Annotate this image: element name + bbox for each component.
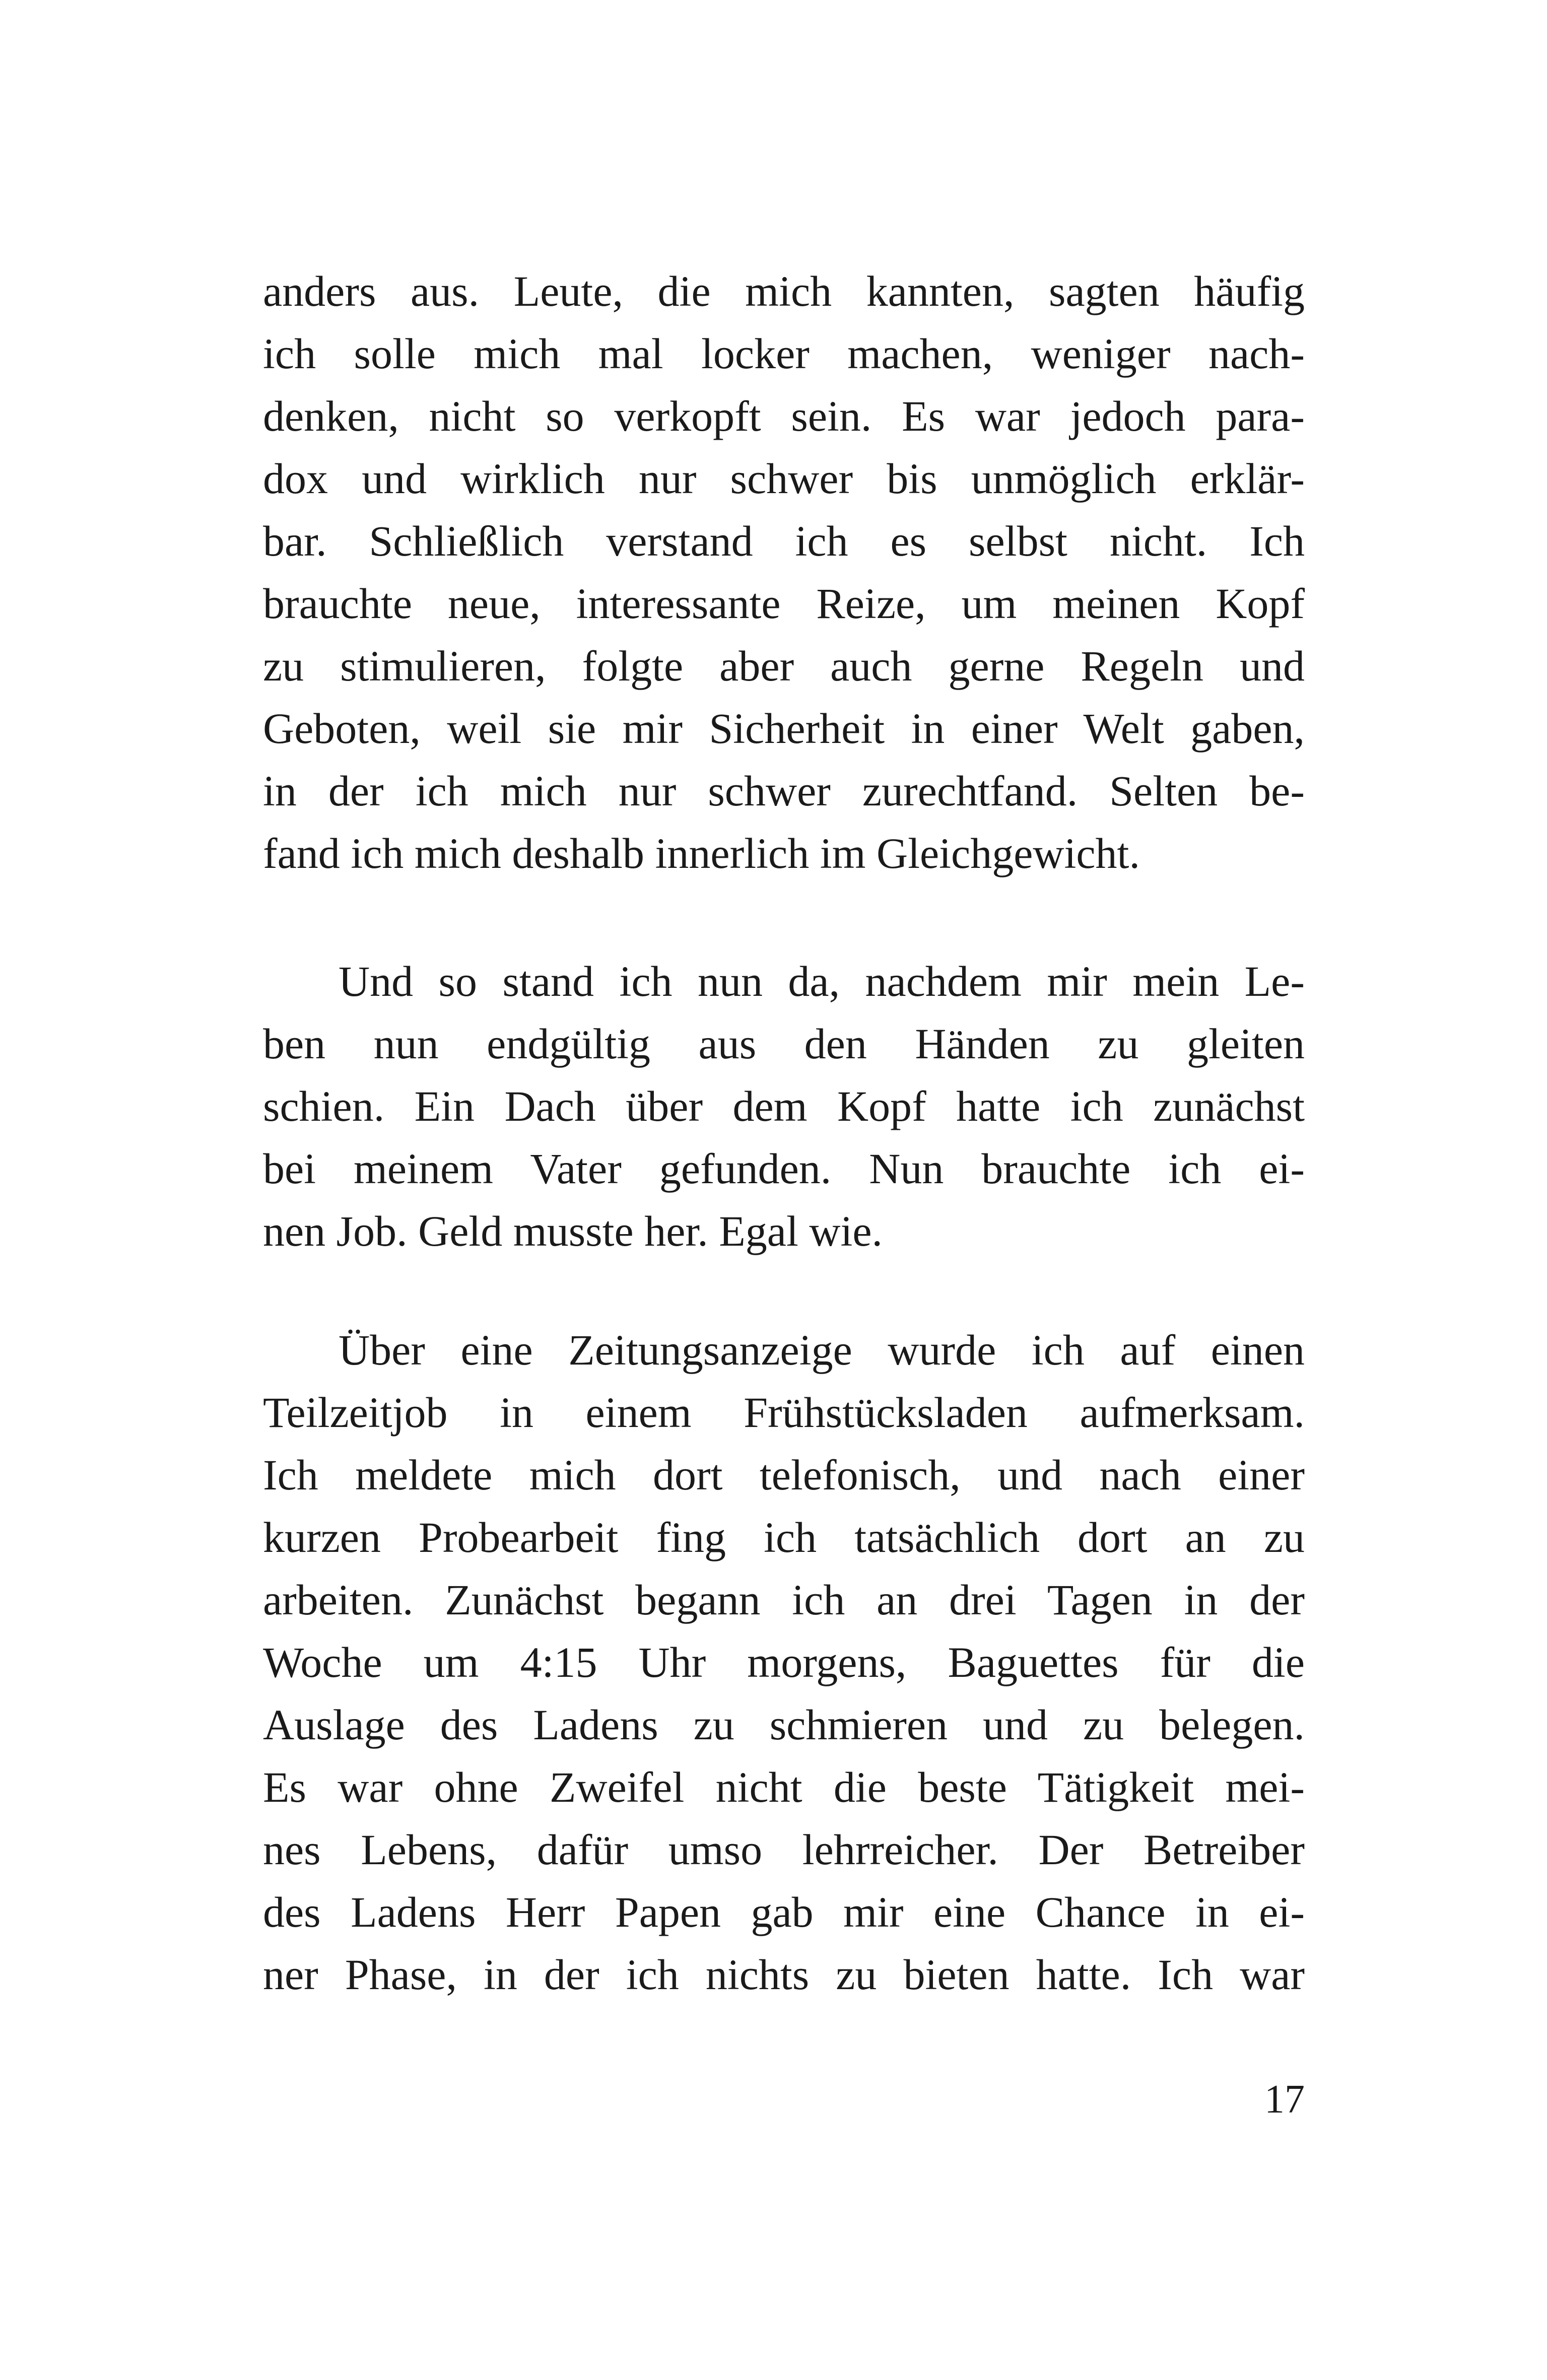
paragraph-2 [263, 950, 1305, 1262]
paragraph-3 [263, 1319, 1305, 2006]
text-line: Und so stand ich nun da, nachdem mir mein Le- [339, 957, 1305, 1005]
text-line: Auslage des Ladens zu schmieren und zu belegen. [263, 1701, 1305, 1749]
text-line: ner Phase, in der ich nichts zu bieten hatte. Ich war [263, 1950, 1305, 1999]
text-line: in der ich mich nur schwer zurechtfand. Selten be- [263, 767, 1305, 815]
text-line: Teilzeitjob in einem Frühstücksladen aufmerksam. [263, 1388, 1305, 1437]
page-number: 17 [1264, 2077, 1305, 2122]
text-line: nen Job. Geld musste her. Egal wie. [263, 1207, 883, 1255]
text-line: des Ladens Herr Papen gab mir eine Chance in ei- [263, 1888, 1305, 1936]
text-line: bei meinem Vater gefunden. Nun brauchte ich ei- [263, 1144, 1305, 1193]
text-line: bar. Schließlich verstand ich es selbst nicht. Ich [263, 517, 1305, 565]
text-line: brauchte neue, interessante Reize, um meinen Kopf [263, 579, 1305, 628]
text-line: fand ich mich deshalb innerlich im Gleichgewicht. [263, 829, 1140, 877]
text-line: arbeiten. Zunächst begann ich an drei Tagen in der [263, 1576, 1305, 1624]
text-line: Geboten, weil sie mir Sicherheit in einer Welt gaben, [263, 704, 1305, 753]
text-line: zu stimulieren, folgte aber auch gerne Regeln und [263, 642, 1305, 690]
text-line: schien. Ein Dach über dem Kopf hatte ich zunächst [263, 1082, 1305, 1130]
text-line: Es war ohne Zweifel nicht die beste Tätigkeit mei- [263, 1763, 1305, 1811]
text-line: nes Lebens, dafür umso lehrreicher. Der Betreiber [263, 1825, 1305, 1874]
text-line: ben nun endgültig aus den Händen zu gleiten [263, 1019, 1305, 1068]
text-line: ich solle mich mal locker machen, weniger nach- [263, 329, 1305, 378]
paragraph-1 [263, 260, 1305, 885]
text-line: denken, nicht so verkopft sein. Es war jedoch para- [263, 392, 1305, 440]
text-line: anders aus. Leute, die mich kannten, sagten häufig [263, 267, 1305, 315]
text-line: kurzen Probearbeit fing ich tatsächlich dort an zu [263, 1513, 1305, 1561]
text-line: Über eine Zeitungsanzeige wurde ich auf einen [339, 1326, 1305, 1374]
text-line: dox und wirklich nur schwer bis unmöglich erklär- [263, 454, 1305, 503]
text-line: Woche um 4:15 Uhr morgens, Baguettes für die [263, 1638, 1305, 1686]
text-line: Ich meldete mich dort telefonisch, und nach einer [263, 1451, 1305, 1499]
